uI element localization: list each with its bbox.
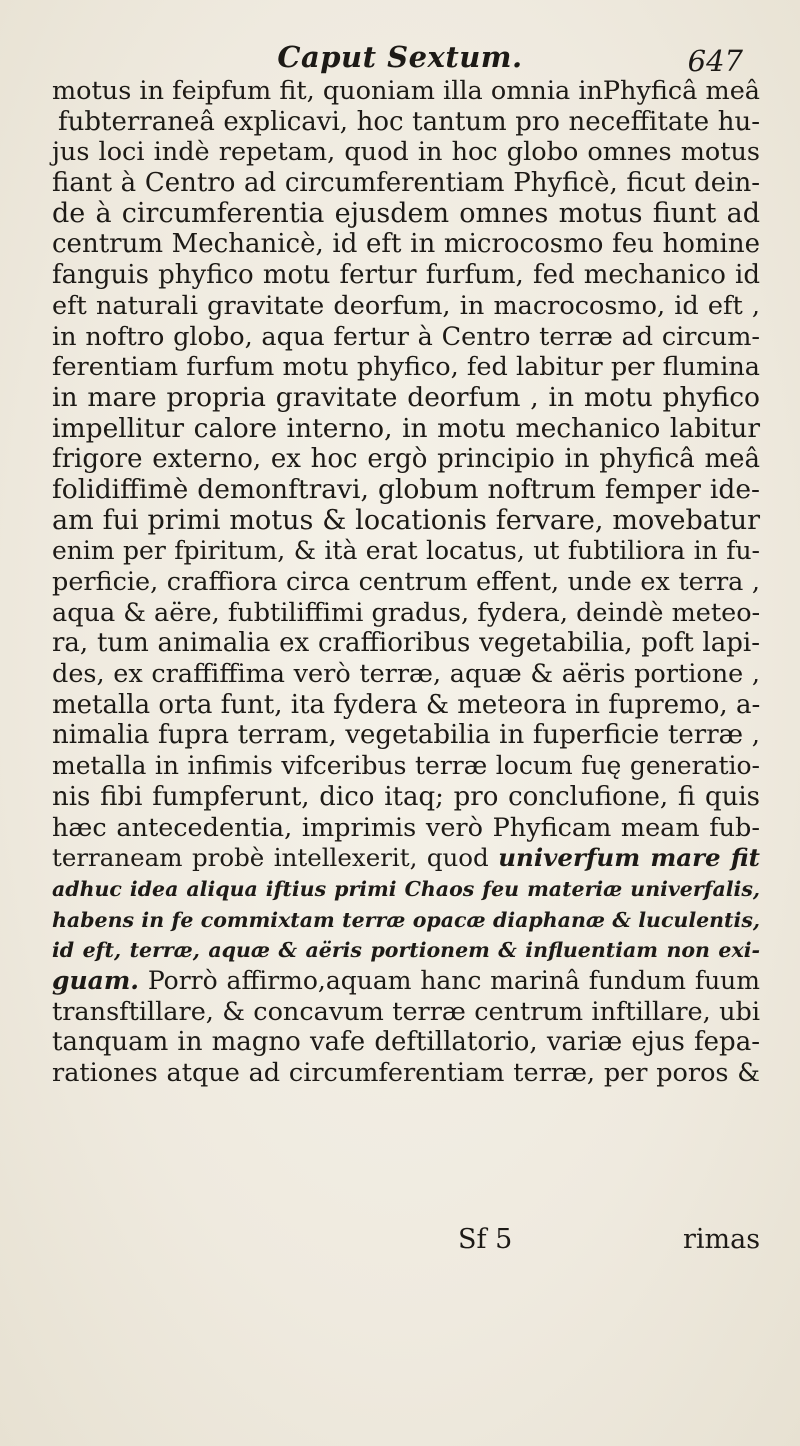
text-line: fiant à Centro ad circumferentiam Phyficè, ficut dein- bbox=[52, 168, 760, 199]
text-fragment: Porrò affirmo,aquam hanc marinâ fundum fuum bbox=[147, 965, 760, 995]
italic-text-line: id eft, terræ, aquæ & aëris portionem & influentiam non exi- bbox=[52, 938, 760, 963]
text-line: aqua & aëre, fubtiliffimi gradus, fydera, deindè meteo- bbox=[52, 597, 761, 628]
italic-text-line: habens in fe commixtam terræ opacæ diaphanæ & luculentis, bbox=[52, 907, 760, 932]
text-line: eft naturali gravitate deorfum, in macrocosmo, id eft , bbox=[52, 290, 760, 321]
text-line: nis fibi fumpferunt, dico itaq; pro conclufione, fi quis bbox=[52, 781, 760, 812]
text-line: perficie, craffiora circa centrum effent, unde ex terra , bbox=[52, 567, 760, 597]
text-line: frigore externo, ex hoc ergò principio in phyficâ meâ bbox=[52, 444, 760, 475]
page-header bbox=[0, 40, 800, 80]
text-line: fanguis phyfico motu fertur furfum, fed mechanico id bbox=[52, 260, 760, 291]
text-line: am fui primi motus & locationis fervare, movebatur bbox=[52, 504, 760, 536]
italic-text-line: adhuc idea aliqua iftius primi Chaos feu materiæ univerfalis, bbox=[52, 876, 760, 901]
text-line-mixed bbox=[52, 966, 760, 997]
body-text bbox=[52, 76, 760, 1089]
text-line: folidiffimè demonftravi, globum noftrum femper ide- bbox=[52, 473, 760, 505]
text-line: enim per fpiritum, & ità erat locatus, ut fubtiliora in fu- bbox=[52, 536, 760, 566]
text-line: fubterraneâ explicavi, hoc tantum pro neceffitate hu- bbox=[58, 106, 760, 137]
italic-fragment: univerfum mare fit bbox=[498, 843, 760, 873]
running-title: Caput Sextum. bbox=[277, 40, 523, 74]
italic-fragment: guam. bbox=[52, 965, 140, 995]
page-footer bbox=[0, 1224, 800, 1258]
text-line: ra, tum animalia ex craffioribus vegetabilia, poft lapi- bbox=[52, 628, 760, 659]
text-line: ferentiam furfum motu phyfico, fed labitur per flumina bbox=[52, 352, 760, 383]
text-line: tanquam in magno vafe deftillatorio, variæ ejus fepa- bbox=[52, 1027, 760, 1058]
text-line-mixed bbox=[52, 843, 760, 874]
text-line: in mare propria gravitate deorfum , in motu phyfico bbox=[52, 381, 760, 413]
text-line: centrum Mechanicè, id eft in microcosmo feu homine bbox=[52, 229, 760, 260]
text-line: jus loci indè repetam, quod in hoc globo omnes motus bbox=[52, 137, 760, 168]
text-fragment: terraneam probè intellexerit, quod bbox=[52, 843, 489, 873]
text-line: rationes atque ad circumferentiam terræ, per poros & bbox=[52, 1058, 760, 1088]
text-line: hæc antecedentia, imprimis verò Phyficam meam fub- bbox=[52, 812, 760, 843]
text-line: nimalia fupra terram, vegetabilia in fuperficie terræ , bbox=[52, 720, 760, 751]
text-line: des, ex craffiffima verò terræ, aquæ & aëris portione , bbox=[52, 659, 760, 690]
text-line: transftillare, & concavum terræ centrum inftillare, ubi bbox=[52, 996, 760, 1027]
text-line: motus in feipfum fit, quoniam illa omnia inPhyficâ meâ bbox=[52, 76, 760, 106]
text-line: in noftro globo, aqua fertur à Centro terræ ad circum- bbox=[52, 321, 760, 352]
catchword: rimas bbox=[683, 1224, 761, 1255]
page-number: 647 bbox=[687, 44, 743, 78]
signature-mark: Sf 5 bbox=[458, 1224, 513, 1255]
text-line: impellitur calore interno, in motu mechanico labitur bbox=[52, 412, 760, 444]
text-line: metalla orta funt, ita fydera & meteora in fupremo, a- bbox=[52, 689, 761, 720]
text-line: de à circumferentia ejusdem omnes motus fiunt ad bbox=[52, 197, 760, 229]
text-line: metalla in infimis vifceribus terræ locum fuę generatio- bbox=[52, 751, 760, 781]
